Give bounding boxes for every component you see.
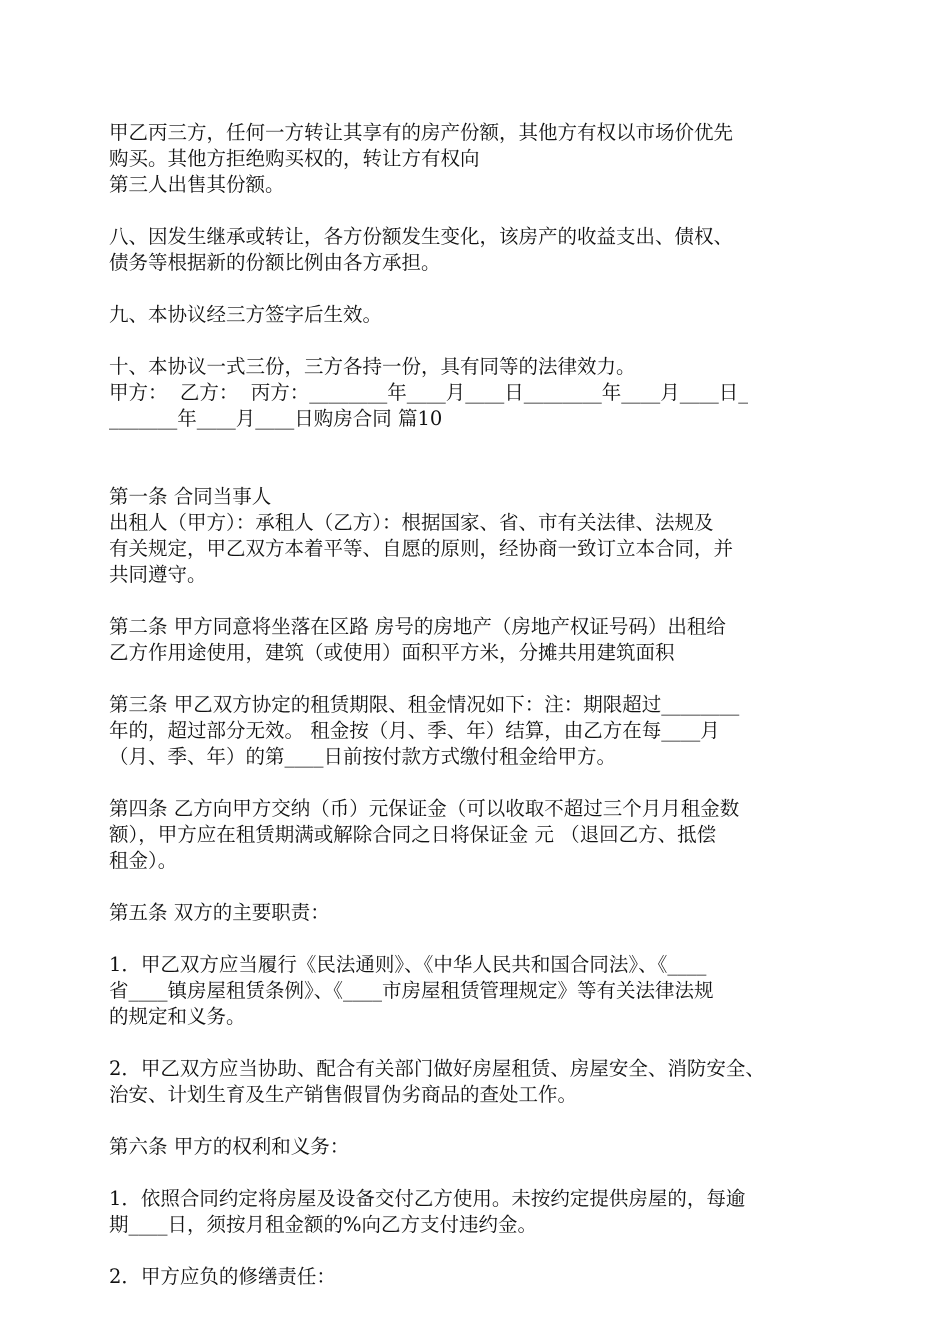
text-line: 购买。其他方拒绝购买权的，转让方有权向: [109, 147, 480, 170]
text-line: 2．甲方应负的修缮责任：: [109, 1265, 336, 1288]
blank-line: [109, 1238, 849, 1264]
blank-line: [109, 926, 849, 952]
blank-line: [109, 276, 849, 302]
text-line: 额），甲方应在租赁期满或解除合同之日将保证金 元 （退回乙方、抵偿: [109, 823, 717, 846]
blank-line: [109, 1030, 849, 1056]
text-line: _______年____月____日购房合同 篇10: [109, 407, 443, 430]
text-line: 甲方： 乙方： 丙方：________年____月____日________年____月____日_: [109, 381, 749, 404]
text-line: 期____日，须按月租金额的%向乙方支付违约金。: [109, 1213, 538, 1236]
text-line: 1．依照合同约定将房屋及设备交付乙方使用。未按约定提供房屋的，每逾: [109, 1187, 746, 1210]
blank-line: [109, 874, 849, 900]
text-line: 第四条 乙方向甲方交纳（币）元保证金（可以收取不超过三个月月租金数: [109, 797, 740, 820]
text-line: 治安、计划生育及生产销售假冒伪劣商品的查处工作。: [109, 1083, 578, 1106]
text-line: 2．甲乙双方应当协助、配合有关部门做好房屋租赁、房屋安全、消防安全、: [109, 1057, 765, 1080]
blank-line: [109, 666, 849, 692]
text-line: 第三人出售其份额。: [109, 173, 285, 196]
text-line: 的规定和义务。: [109, 1005, 246, 1028]
text-line: 出租人（甲方）：承租人（乙方）：根据国家、省、市有关法律、法规及: [109, 511, 714, 534]
text-line: 第六条 甲方的权利和义务：: [109, 1135, 350, 1158]
blank-line: [109, 770, 849, 796]
blank-line: [109, 1108, 849, 1134]
text-line: （月、季、年）的第____日前按付款方式缴付租金给甲方。: [109, 745, 617, 768]
blank-line: [109, 588, 849, 614]
blank-line: [109, 328, 849, 354]
text-line: 第三条 甲乙双方协定的租赁期限、租金情况如下：注：期限超过________: [109, 693, 740, 716]
document-body: [109, 120, 849, 1290]
text-line: 乙方作用途使用，建筑（或使用）面积平方米，分摊共用建筑面积: [109, 641, 675, 664]
text-line: 债务等根据新的份额比例由各方承担。: [109, 251, 441, 274]
text-line: 九、本协议经三方签字后生效。: [109, 303, 383, 326]
blank-line: [109, 198, 849, 224]
text-line: 第五条 双方的主要职责：: [109, 901, 330, 924]
text-line: 十、本协议一式三份，三方各持一份，具有同等的法律效力。: [109, 355, 636, 378]
text-line: 第一条 合同当事人: [109, 485, 272, 508]
text-line: 年的，超过部分无效。 租金按（月、季、年）结算，由乙方在每____月: [109, 719, 720, 742]
blank-line: [109, 1160, 849, 1186]
blank-line: [109, 432, 849, 458]
blank-line: [109, 458, 849, 484]
text-line: 租金）。: [109, 849, 178, 872]
text-line: 1．甲乙双方应当履行《民法通则》、《中华人民共和国合同法》、《____: [109, 953, 707, 976]
text-line: 第二条 甲方同意将坐落在区路 房号的房地产（房地产权证号码）出租给: [109, 615, 726, 638]
text-line: 有关规定，甲乙双方本着平等、自愿的原则，经协商一致订立本合同，并: [109, 537, 734, 560]
text-line: 八、因发生继承或转让，各方份额发生变化，该房产的收益支出、债权、: [109, 225, 734, 248]
text-line: 省____镇房屋租赁条例》、《____市房屋租赁管理规定》等有关法律法规: [109, 979, 714, 1002]
text-line: 共同遵守。: [109, 563, 207, 586]
text-line: 甲乙丙三方，任何一方转让其享有的房产份额，其他方有权以市场价优先: [109, 121, 734, 144]
